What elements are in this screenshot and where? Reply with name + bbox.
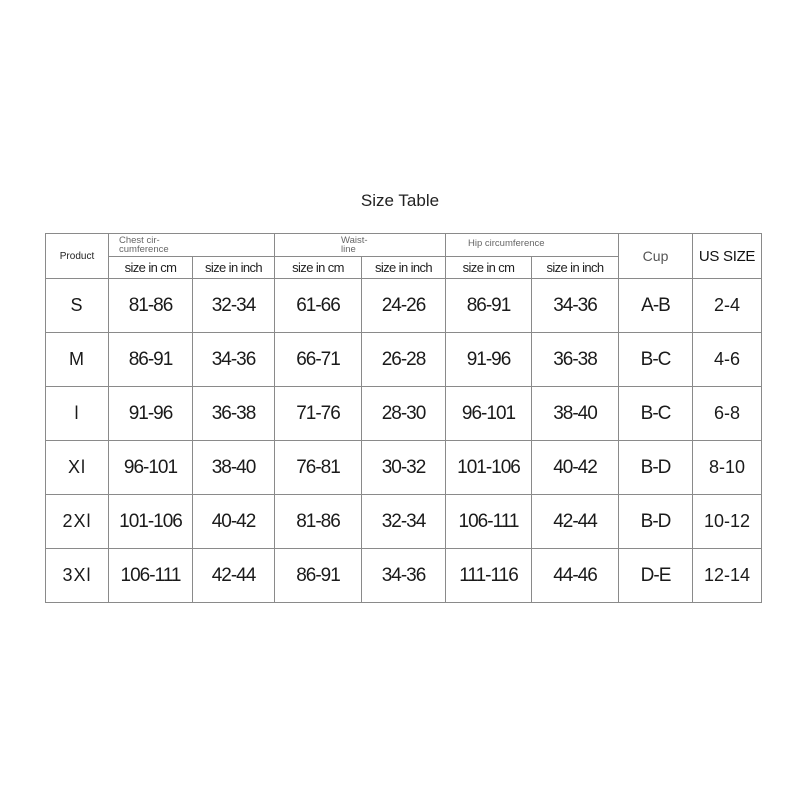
- cup-cell: B-D: [619, 441, 693, 495]
- table-row: [46, 333, 762, 387]
- us-size-cell: 2-4: [693, 279, 762, 333]
- hip-cm-cell: 91-96: [446, 333, 532, 387]
- chest-header: [109, 234, 275, 257]
- chest-inch-cell: 36-38: [193, 387, 275, 441]
- size-table: [45, 233, 762, 603]
- chest-cm-header: size in cm: [109, 257, 193, 279]
- size-cell: M: [46, 333, 109, 387]
- hip-inch-cell: 38-40: [532, 387, 619, 441]
- hip-cm-cell: 111-116: [446, 549, 532, 603]
- cup-cell: B-D: [619, 495, 693, 549]
- chest-cm-cell: 96-101: [109, 441, 193, 495]
- waist-cm-header: size in cm: [275, 257, 362, 279]
- table-row: [46, 279, 762, 333]
- cup-cell: B-C: [619, 387, 693, 441]
- waist-inch-cell: 32-34: [362, 495, 446, 549]
- size-cell: l: [46, 387, 109, 441]
- size-cell: 3Xl: [46, 549, 109, 603]
- table-row: [46, 387, 762, 441]
- chest-cm-cell: 81-86: [109, 279, 193, 333]
- chest-cm-cell: 91-96: [109, 387, 193, 441]
- chest-inch-cell: 38-40: [193, 441, 275, 495]
- hip-inch-cell: 42-44: [532, 495, 619, 549]
- hip-inch-header: size in inch: [532, 257, 619, 279]
- hip-inch-cell: 34-36: [532, 279, 619, 333]
- waist-cm-cell: 86-91: [275, 549, 362, 603]
- cup-header: Cup: [619, 234, 693, 279]
- table-row: [46, 495, 762, 549]
- waist-cm-cell: 76-81: [275, 441, 362, 495]
- hip-cm-cell: 101-106: [446, 441, 532, 495]
- waist-inch-cell: 24-26: [362, 279, 446, 333]
- waist-header: [275, 234, 446, 257]
- us-size-cell: 10-12: [693, 495, 762, 549]
- waist-cm-cell: 61-66: [275, 279, 362, 333]
- chest-cm-cell: 106-111: [109, 549, 193, 603]
- cup-cell: D-E: [619, 549, 693, 603]
- chest-cm-cell: 86-91: [109, 333, 193, 387]
- hip-cm-cell: 106-111: [446, 495, 532, 549]
- size-cell: Xl: [46, 441, 109, 495]
- chest-cm-cell: 101-106: [109, 495, 193, 549]
- hip-inch-cell: 40-42: [532, 441, 619, 495]
- cup-cell: B-C: [619, 333, 693, 387]
- waist-inch-cell: 28-30: [362, 387, 446, 441]
- hip-inch-cell: 36-38: [532, 333, 619, 387]
- chest-inch-cell: 34-36: [193, 333, 275, 387]
- table-row: [46, 549, 762, 603]
- chest-inch-cell: 42-44: [193, 549, 275, 603]
- chest-inch-cell: 32-34: [193, 279, 275, 333]
- hip-header-label: Hip circumference: [468, 238, 545, 249]
- hip-header: [446, 234, 619, 257]
- us-size-header: US SIZE: [693, 234, 762, 279]
- waist-inch-header: size in inch: [362, 257, 446, 279]
- chest-inch-header: size in inch: [193, 257, 275, 279]
- waist-cm-cell: 71-76: [275, 387, 362, 441]
- cup-cell: A-B: [619, 279, 693, 333]
- us-size-cell: 8-10: [693, 441, 762, 495]
- us-size-cell: 4-6: [693, 333, 762, 387]
- us-size-cell: 6-8: [693, 387, 762, 441]
- product-header: Product: [46, 234, 109, 279]
- waist-header-label: Waist- line: [341, 235, 368, 255]
- size-cell: 2Xl: [46, 495, 109, 549]
- table-title: Size Table: [360, 191, 440, 210]
- waist-cm-cell: 66-71: [275, 333, 362, 387]
- chest-header-label: Chest cir- cumference: [119, 235, 169, 255]
- chest-inch-cell: 40-42: [193, 495, 275, 549]
- table-row: [46, 441, 762, 495]
- waist-cm-cell: 81-86: [275, 495, 362, 549]
- hip-cm-header: size in cm: [446, 257, 532, 279]
- size-cell: S: [46, 279, 109, 333]
- hip-inch-cell: 44-46: [532, 549, 619, 603]
- header-row-groups: [46, 234, 762, 257]
- hip-cm-cell: 96-101: [446, 387, 532, 441]
- waist-inch-cell: 26-28: [362, 333, 446, 387]
- waist-inch-cell: 30-32: [362, 441, 446, 495]
- us-size-cell: 12-14: [693, 549, 762, 603]
- waist-inch-cell: 34-36: [362, 549, 446, 603]
- hip-cm-cell: 86-91: [446, 279, 532, 333]
